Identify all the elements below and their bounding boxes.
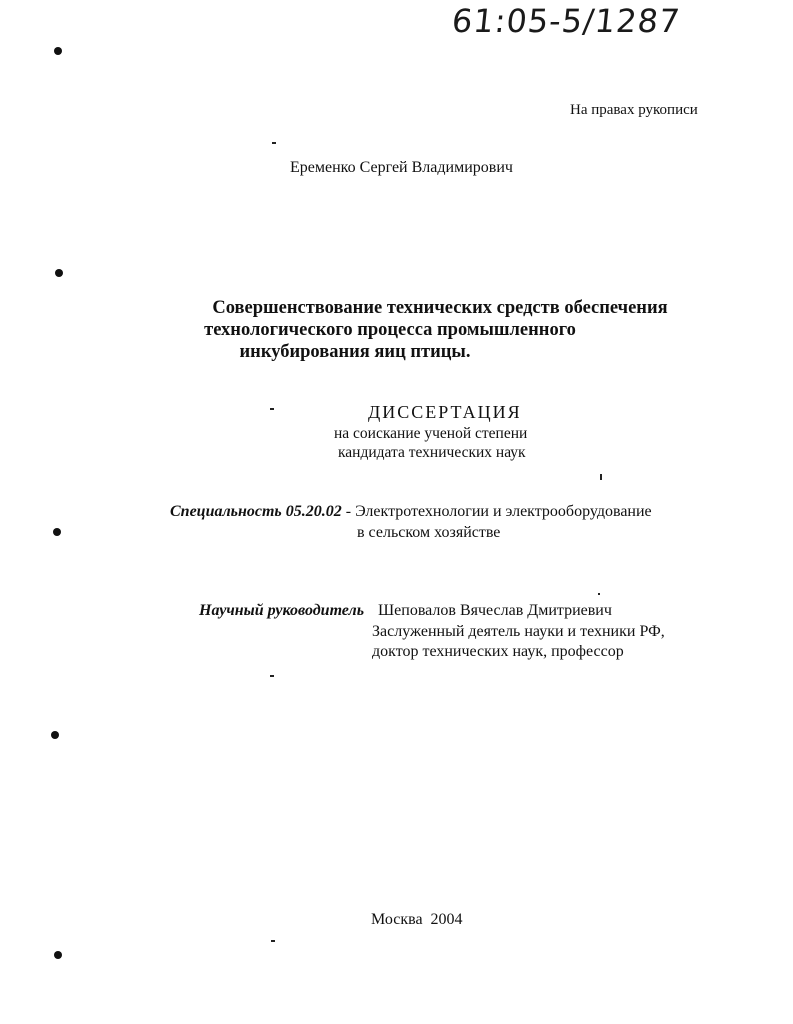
scan-speck xyxy=(271,940,275,942)
rights-note: На правах рукописи xyxy=(570,102,698,118)
scan-speck xyxy=(272,142,276,144)
binder-hole-mark xyxy=(53,528,61,536)
title-line: технологического процесса промышленного xyxy=(204,320,576,340)
supervisor xyxy=(199,602,612,620)
binder-hole-mark xyxy=(55,269,63,277)
title-line: инкубирования яиц птицы. xyxy=(239,342,471,362)
author-name: Еременко Сергей Владимирович xyxy=(290,159,513,176)
degree-line: кандидата технических наук xyxy=(338,444,526,461)
binder-hole-mark xyxy=(51,731,59,739)
title-line: Совершенствование технических средств обеспечения xyxy=(212,298,668,318)
specialty-label: Специальность 05.20.02 xyxy=(170,503,342,520)
scan-speck xyxy=(270,408,274,410)
specialty-separator: - xyxy=(341,503,356,520)
supervisor-name: Шеповалов Вячеслав Дмитриевич xyxy=(378,602,612,619)
specialty-text: Электротехнологии и электрооборудование xyxy=(355,503,652,520)
scan-speck xyxy=(598,593,600,595)
specialty xyxy=(170,503,652,521)
scan-speck xyxy=(270,675,274,677)
archive-code: 61:05-5/1287 xyxy=(450,2,683,40)
supervisor-degree: доктор технических наук, профессор xyxy=(372,643,624,660)
dissertation-title xyxy=(150,297,730,363)
scan-speck xyxy=(600,474,602,480)
degree-line: на соискание ученой степени xyxy=(334,425,528,442)
supervisor-title: Заслуженный деятель науки и техники РФ, xyxy=(372,623,665,640)
dissertation-heading: ДИССЕРТАЦИЯ xyxy=(368,402,522,422)
specialty-text-continued: в сельском хозяйстве xyxy=(357,524,501,541)
city-year: Москва 2004 xyxy=(371,911,463,928)
supervisor-label: Научный руководитель xyxy=(199,602,365,619)
binder-hole-mark xyxy=(54,951,62,959)
binder-hole-mark xyxy=(54,47,62,55)
